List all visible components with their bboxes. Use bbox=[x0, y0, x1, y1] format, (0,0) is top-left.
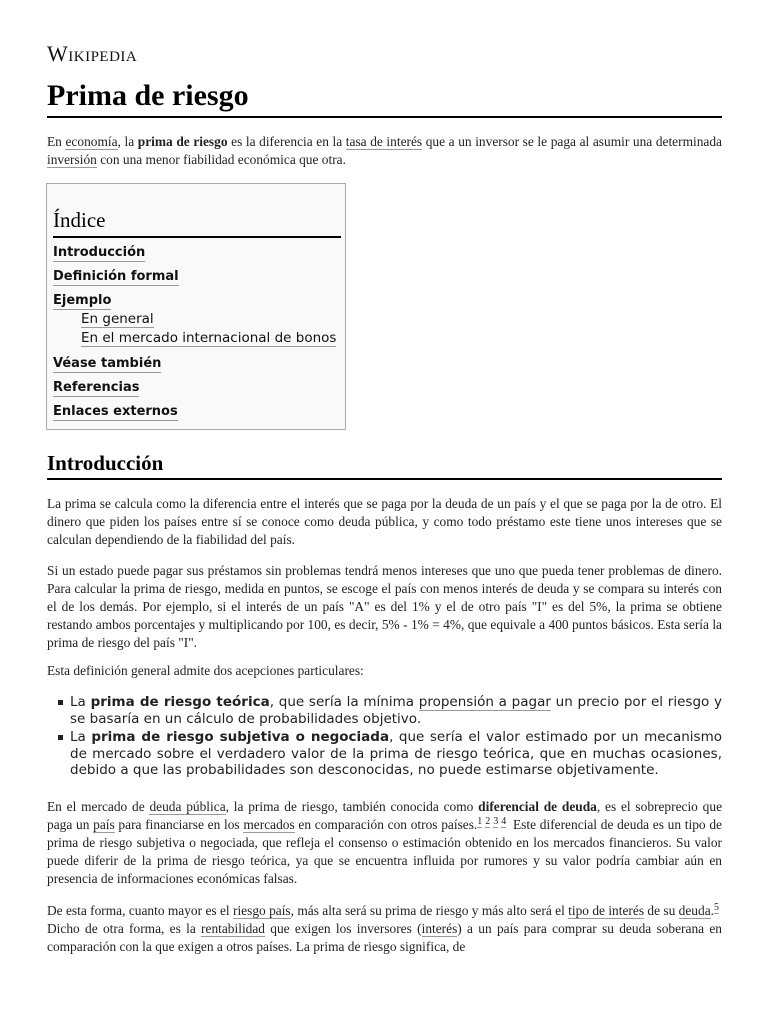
link-economia[interactable]: economía bbox=[65, 134, 118, 149]
link-riesgo-pais[interactable]: riesgo país bbox=[232, 903, 291, 918]
toc-item-introduccion[interactable]: Introducción bbox=[53, 245, 146, 260]
reference-marks bbox=[477, 816, 509, 827]
link-interes[interactable]: interés bbox=[421, 921, 458, 936]
toc-title: Índice bbox=[53, 207, 341, 238]
link-propension-a-pagar[interactable]: propensión a pagar bbox=[418, 694, 551, 710]
paragraph-3: Esta definición general admite dos acepciones particulares: bbox=[47, 663, 364, 678]
link-tipo-de-interes[interactable]: tipo de interés bbox=[568, 903, 645, 918]
list-item: La prima de riesgo subjetiva o negociada, que sería el valor estimado por un mecanismo de mercado sobre el verdadero valor de la prima de riesgo teórica, que en muchas ocasiones, debido a que las probabilidades son desconocidas, no puede estimarse objetivamente. bbox=[47, 729, 722, 779]
reference-marks bbox=[714, 902, 722, 913]
definitions-list bbox=[47, 694, 722, 781]
term-bold: prima de riesgo bbox=[137, 134, 228, 149]
link-inversion[interactable]: inversión bbox=[47, 152, 97, 167]
reference-5[interactable]: 5 bbox=[714, 901, 720, 913]
link-rentabilidad[interactable]: rentabilidad bbox=[201, 921, 265, 936]
reference-3[interactable]: 3 bbox=[493, 815, 499, 827]
intro-paragraph: En economía, la prima de riesgo es la diferencia en la tasa de interés que a un inversor se le paga al asumir una determinada inversión con una menor fiabilidad económica que otra. bbox=[47, 134, 722, 167]
link-tasa-de-interes[interactable]: tasa de interés bbox=[345, 134, 423, 149]
reference-2[interactable]: 2 bbox=[485, 815, 491, 827]
list-item: La prima de riesgo teórica, que sería la mínima propensión a pagar un precio por el riesgo y se basaría en un cálculo de probabilidades objetivo. bbox=[47, 694, 722, 727]
toc-item-referencias[interactable]: Referencias bbox=[53, 380, 140, 395]
toc-subitem-mercado-internacional[interactable]: En el mercado internacional de bonos bbox=[81, 330, 337, 346]
reference-1[interactable]: 1 bbox=[477, 815, 483, 827]
section-heading-introduccion: Introducción bbox=[47, 450, 722, 480]
page-title: Prima de riesgo bbox=[47, 78, 722, 118]
toc-item-enlaces-externos[interactable]: Enlaces externos bbox=[53, 404, 178, 419]
link-mercados[interactable]: mercados bbox=[243, 817, 295, 832]
wikipedia-logo[interactable]: Wikipedia bbox=[47, 41, 138, 66]
bullet-square-icon bbox=[58, 735, 63, 740]
toc-subitem-en-general[interactable]: En general bbox=[81, 311, 154, 327]
paragraph-5: De esta forma, cuanto mayor es el riesgo país, más alta será su prima de riesgo y más alto será el tipo de interés de su deuda.$^5$ Dicho de otra forma, es la rentabilidad que exigen los inversores (interés) a un país para comprar su deuda soberana en comparación con la que exigen a otros países. La prima de riesgo significa, de bbox=[47, 901, 723, 954]
table-of-contents bbox=[46, 183, 346, 430]
paragraph-4: En el mercado de deuda pública, la prima de riesgo, también conocida como diferencial de deuda, es el sobreprecio que paga un país para financiarse en los mercados en comparación con otros países.$^{1 2 3 4}$ Este diferencial de deuda es un tipo de prima de riesgo subjetiva o negociada, que refleja el consenso o estimación obtenido en los mercados financieros. Su valor puede diferir de la prima de riesgo teórica, ya que se encuentra influida por rumores y su valor podría cambiar aún en presencia de informaciones económicas falsas. bbox=[47, 799, 723, 886]
link-deuda[interactable]: deuda bbox=[678, 903, 711, 918]
toc-item-vease-tambien[interactable]: Véase también bbox=[53, 356, 162, 371]
reference-4[interactable]: 4 bbox=[501, 815, 507, 827]
link-pais[interactable]: país bbox=[93, 817, 115, 832]
toc-item-ejemplo[interactable]: Ejemplo bbox=[53, 293, 112, 308]
link-deuda-publica[interactable]: deuda pública bbox=[149, 799, 226, 814]
paragraph-1: La prima se calcula como la diferencia entre el interés que se paga por la deuda de un país y el que se paga por la de otro. El dinero que piden los países entre sí se conoce como deuda pública, y como todo préstamo este tiene unos intereses que se calculan dependiendo de la fiabilidad del país. bbox=[47, 496, 722, 547]
paragraph-2: Si un estado puede pagar sus préstamos sin problemas tendrá menos intereses que uno que pueda tener problemas de dinero. Para calcular la prima de riesgo, medida en puntos, se escoge el país con menos interés de deuda y se compara su interés con el de los demás. Por ejemplo, si el interés de un país "A" es del 1% y el de otro país "I" es del 5%, la prima se obtiene restando ambos porcentajes y multiplicando por 100, es decir, 5% - 1% = 4%, que equivale a 400 puntos básicos. Esta sería la prima de riesgo del país "I". bbox=[47, 563, 722, 650]
bullet-square-icon bbox=[58, 700, 63, 705]
toc-item-definicion-formal[interactable]: Definición formal bbox=[53, 269, 179, 284]
